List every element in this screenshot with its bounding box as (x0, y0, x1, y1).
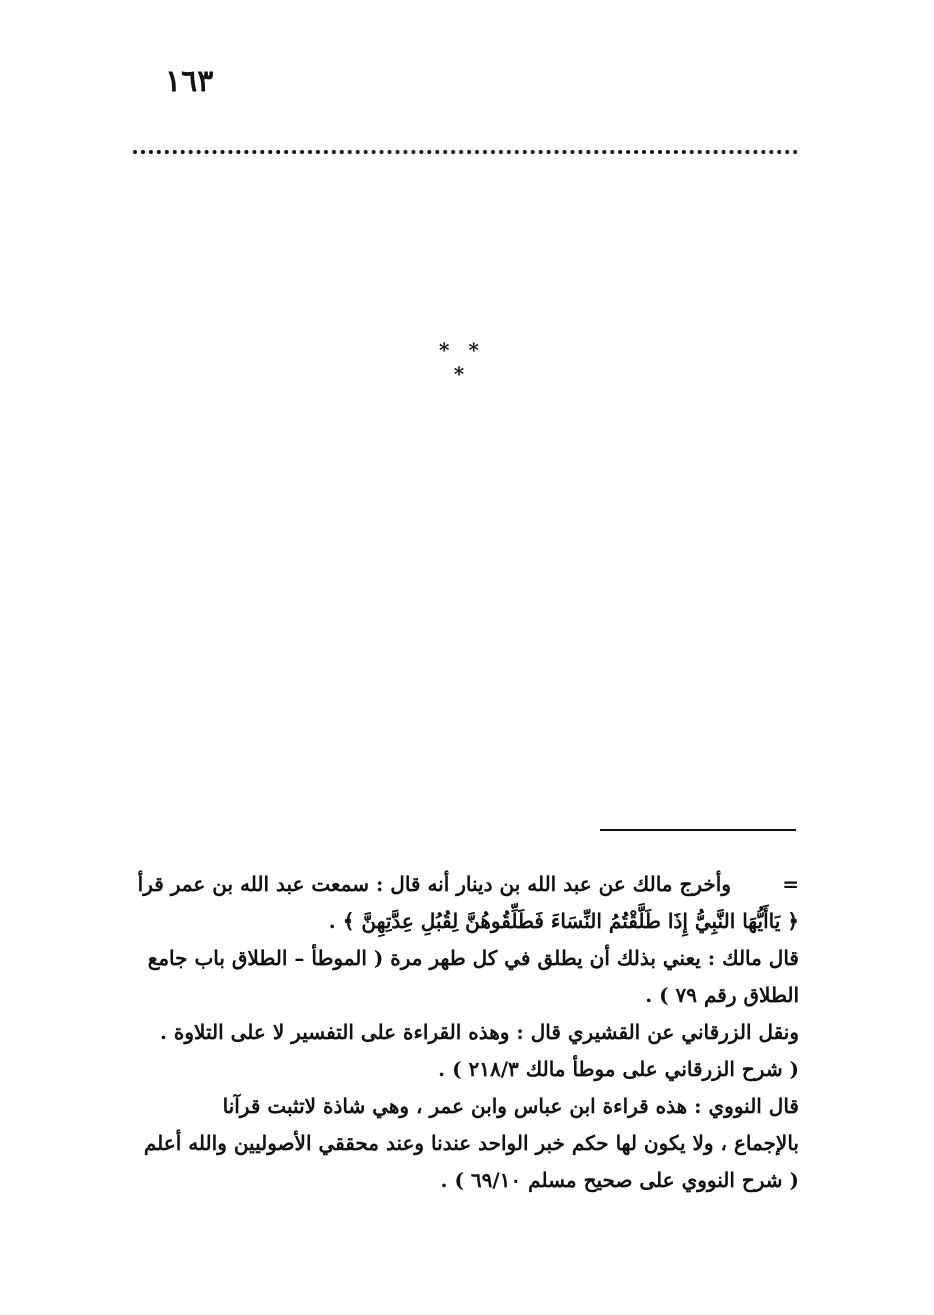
footnote-line: قال مالك : يعني بذلك أن يطلق في كل طهر مرة ( الموطأ – الطلاق باب جامع (147, 946, 799, 970)
footnote-text: وأخرج مالك عن عبد الله بن دينار أنه قال : سمعت عبد الله بن عمر قرأ (137, 872, 731, 896)
continuation-mark: = (782, 872, 799, 896)
footnote-line: ونقل الزرقاني عن القشيري قال : وهذه القراءة على التفسير لا على التلاوة . (159, 1020, 799, 1044)
footnote-line: الطلاق رقم ٧٩ ) . (645, 983, 799, 1007)
footnote-line (126, 866, 799, 903)
footnote-separator-rule (600, 829, 796, 831)
header-dotted-rule (133, 150, 798, 154)
quran-verse-line: ﴿ يَاأَيُّهَا النَّبِيُّ إِذَا طَلَّقْتُمُ النِّسَاءَ فَطَلِّقُوهُنَّ لِقُبُلِ عِدَّتِهِنَّ ﴾ . (328, 909, 799, 933)
footnote-line: ( شرح الزرقاني على موطأ مالك ٢١٨/٣ ) . (438, 1057, 799, 1081)
page-number: ١٦٣ (165, 64, 214, 99)
footnote-line: بالإجماع ، ولا يكون لها حكم خبر الواحد عندنا وعند محققي الأصوليين والله أعلم (143, 1131, 799, 1155)
footnotes-block (126, 866, 799, 1199)
footnote-line: ( شرح النووي على صحيح مسلم ٦٩/١٠ ) . (440, 1168, 799, 1192)
section-separator-asterisks: * * * (439, 338, 485, 386)
footnote-line: قال النووي : هذه قراءة ابن عباس وابن عمر ، وهي شاذة لاتثبت قرآنا (222, 1094, 799, 1118)
